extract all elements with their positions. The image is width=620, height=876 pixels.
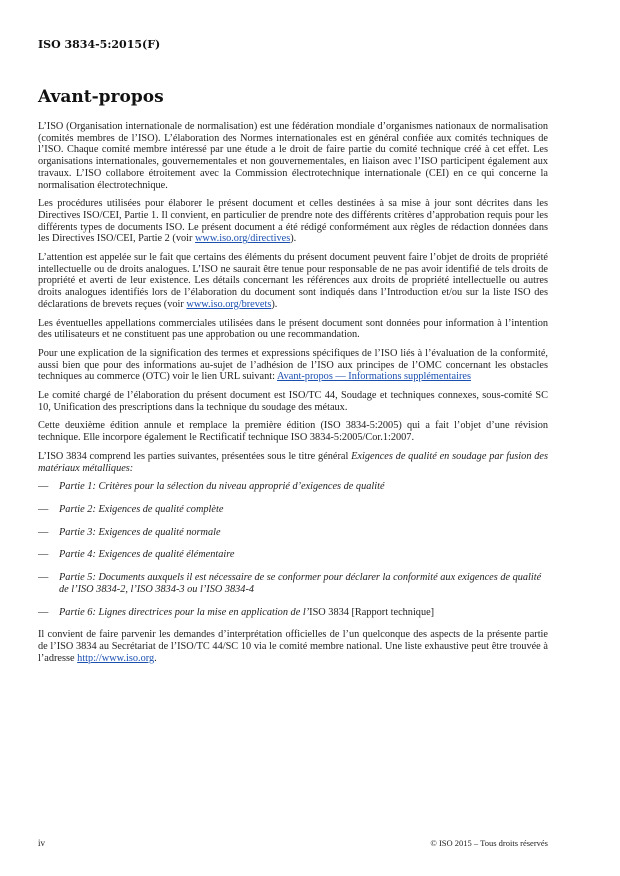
part-title: Partie 3: Exigences de qualité normale xyxy=(59,526,221,538)
document-id-header: ISO 3834-5:2015(F) xyxy=(38,38,161,51)
paragraph-committee: Le comité chargé de l’élaboration du présent document est ISO/TC 44, Soudage et techniques connexes, sous-comité SC 10, Unification des prescriptions dans la technique du soudage des métaux. xyxy=(38,390,548,413)
part-title-suffix: ISO 3834 [Rapport technique] xyxy=(309,606,435,618)
part-title: Partie 5: Documents auxquels il est nécessaire de se conformer pour déclarer la conformité aux exigences de qualité de l’ISO 3834-2, l’ISO 3834-3 ou l’ISO 3834-4 xyxy=(59,572,542,595)
list-item xyxy=(38,481,548,493)
dash-bullet: — xyxy=(38,481,49,493)
dash-bullet: — xyxy=(38,526,49,538)
paragraph-edition: Cette deuxième édition annule et remplace la première édition (ISO 3834-5:2005) qui a fait l’objet d’une révision technique. Elle incorpore également le Rectificatif technique ISO 3834-5:2005/Cor.1:2007. xyxy=(38,420,548,444)
dash-bullet: — xyxy=(38,572,49,584)
paragraph-conformity xyxy=(38,348,548,383)
parts-list xyxy=(38,481,548,618)
paragraph-procedures xyxy=(38,198,548,245)
paragraph-patents xyxy=(38,252,548,311)
paragraph-text: ). xyxy=(271,298,278,310)
part-title: Partie 4: Exigences de qualité élémentaire xyxy=(59,549,235,561)
copyright-notice: © ISO 2015 – Tous droits réservés xyxy=(430,838,548,848)
part-title: Partie 1: Critères pour la sélection du niveau approprié d’exigences de qualité xyxy=(59,481,385,493)
paragraph-text: L’attention est appelée sur le fait que certains des éléments du présent document peuvent faire l’objet de droits de propriété intellectuelle ou de droits analogues. L’ISO ne saurait être tenue pour responsable de ne pas avoir identifié de tels droits de propriété et averti de leur existence. Les détails concernant les références aux droits de propriété intellectuelle ou autres droits analogues identifiés lors de l’élaboration du document sont indiqués dans l’Introduction et/ou sur la liste ISO des déclarations de brevets reçues (voir xyxy=(38,252,548,310)
page-number: iv xyxy=(38,838,46,848)
part-title: Partie 6: Lignes directrices pour la mise en application de l’ xyxy=(59,606,310,618)
paragraph-parts-intro xyxy=(38,451,548,474)
page-title: Avant-propos xyxy=(38,87,164,107)
paragraph-text: Il convient de faire parvenir les demandes d’interprétation officielles de l’un quelconque des aspects de la présente partie de l’ISO 3834 au Secrétariat de l’ISO/TC 44/SC 10 via le comité membre national. Une liste exhaustive peut être trouvée à l’adresse xyxy=(38,629,548,664)
paragraph-interpretation xyxy=(38,629,548,664)
dash-bullet: — xyxy=(38,549,49,561)
foreword-body xyxy=(38,121,548,671)
list-item xyxy=(38,549,548,561)
iso-website-link[interactable]: http://www.iso.org xyxy=(77,652,155,664)
list-item xyxy=(38,527,548,539)
paragraph-trade-names: Les éventuelles appellations commerciales utilisées dans le présent document sont données pour information à l’intention des utilisateurs et ne constituent pas une approbation ou une recommandation. xyxy=(38,317,548,341)
dash-bullet: — xyxy=(38,606,49,618)
paragraph-iso-intro: L’ISO (Organisation internationale de normalisation) est une fédération mondiale d’organismes nationaux de normalisation (comités membres de l’ISO). L’élaboration des Normes internationales est en général confiée aux comités techniques de l’ISO. Chaque comité membre intéressé par une étude a le droit de faire partie du comité technique créé à cet effet. Les organisations internationales, gouvernementales et non gouvernementales, en liaison avec l’ISO participent également aux travaux. L’ISO collabore étroitement avec la Commission électrotechnique internationale (CEI) en ce qui concerne la normalisation électrotechnique. xyxy=(38,121,548,191)
supplementary-info-link[interactable]: Avant-propos — Informations supplémentaires xyxy=(276,371,471,383)
paragraph-text: L’ISO 3834 comprend les parties suivantes, présentées sous le titre général xyxy=(38,450,352,462)
dash-bullet: — xyxy=(38,503,49,515)
patents-link[interactable]: www.iso.org/brevets xyxy=(186,298,272,310)
list-item xyxy=(38,504,548,516)
paragraph-text: . xyxy=(154,652,157,664)
directives-link[interactable]: www.iso.org/directives xyxy=(195,233,291,245)
series-title: Exigences de qualité en soudage par fusion des matériaux métalliques: xyxy=(38,450,548,474)
paragraph-text: Les procédures utilisées pour élaborer le présent document et celles destinées à sa mise à jour sont décrites dans les Directives ISO/CEI, Partie 1. Il convient, en particulier de prendre note des différents critères d’approbation requis pour les différents types de documents ISO. Le présent document a été rédigé conformément aux règles de rédaction données dans les Directives ISO/CEI, Partie 2 (voir xyxy=(38,198,548,245)
list-item xyxy=(38,572,548,595)
part-title: Partie 2: Exigences de qualité complète xyxy=(59,503,224,515)
paragraph-text: Pour une explication de la signification des termes et expressions spécifiques de l’ISO liés à l’évaluation de la conformité, aussi bien que pour des informations au-sujet de l’adhésion de l’ISO aux principes de l’OMC concernant les obstacles techniques au commerce (OTC) voir le lien URL suivant: xyxy=(38,347,548,383)
list-item xyxy=(38,607,548,619)
paragraph-text: ). xyxy=(290,233,297,245)
